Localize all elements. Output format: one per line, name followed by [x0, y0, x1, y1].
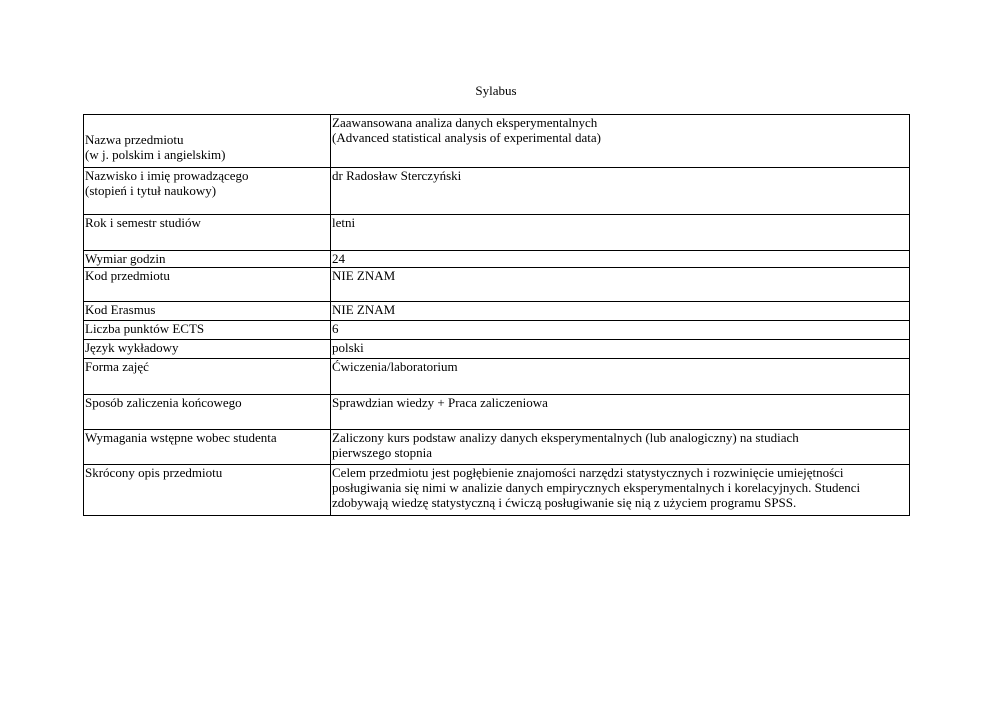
- table-row-forma: [84, 359, 910, 395]
- table-row-jezyk: [84, 340, 910, 359]
- label-cell-rok: [84, 215, 331, 251]
- value-cell-zaliczenie: [331, 395, 910, 430]
- label-opis: Skrócony opis przedmiotu: [85, 465, 223, 480]
- label-cell-ects: [84, 321, 331, 340]
- label-ects: Liczba punktów ECTS: [85, 321, 205, 336]
- label-erasmus: Kod Erasmus: [85, 302, 156, 317]
- value-nazwa-line1: Zaawansowana analiza danych eksperymentalnych: [332, 115, 598, 130]
- value-opis-line1: Celem przedmiotu jest pogłębienie znajomości narzędzi statystycznych i rozwinięcie umiejętności: [332, 465, 844, 480]
- label-cell-wymagania: [84, 430, 331, 465]
- syllabus-table: [83, 114, 910, 516]
- value-cell-kod: [331, 268, 910, 302]
- table-row-kod: [84, 268, 910, 302]
- label-cell-jezyk: [84, 340, 331, 359]
- table-row-wymiar: [84, 251, 910, 268]
- table-row-erasmus: [84, 302, 910, 321]
- label-nazwa-line2: (w j. polskim i angielskim): [85, 147, 226, 162]
- label-jezyk: Język wykładowy: [85, 340, 179, 355]
- value-opis-line3: zdobywają wiedzę statystyczną i ćwiczą posługiwanie się nią z użyciem programu SPSS.: [332, 495, 797, 510]
- label-forma: Forma zajęć: [85, 359, 149, 374]
- table-row-nazwa: [84, 115, 910, 168]
- label-cell-erasmus: [84, 302, 331, 321]
- table-row-opis: [84, 465, 910, 516]
- value-cell-ects: [331, 321, 910, 340]
- label-cell-forma: [84, 359, 331, 395]
- label-zaliczenie: Sposób zaliczenia końcowego: [85, 395, 242, 410]
- table-row-rok: [84, 215, 910, 251]
- label-kod: Kod przedmiotu: [85, 268, 170, 283]
- value-cell-prowadzacy: [331, 168, 910, 215]
- label-cell-zaliczenie: [84, 395, 331, 430]
- value-nazwa-line2: (Advanced statistical analysis of experimental data): [332, 130, 601, 145]
- value-cell-forma: [331, 359, 910, 395]
- value-cell-opis: [331, 465, 910, 516]
- value-zaliczenie: Sprawdzian wiedzy + Praca zaliczeniowa: [332, 395, 548, 410]
- table-row-ects: [84, 321, 910, 340]
- label-prowadzacy-line1: Nazwisko i imię prowadzącego: [85, 168, 249, 183]
- value-cell-jezyk: [331, 340, 910, 359]
- value-erasmus: NIE ZNAM: [332, 302, 396, 317]
- table-row-prowadzacy: [84, 168, 910, 215]
- value-jezyk: polski: [332, 340, 364, 355]
- label-rok: Rok i semestr studiów: [85, 215, 201, 230]
- label-cell-opis: [84, 465, 331, 516]
- label-cell-kod: [84, 268, 331, 302]
- value-ects: 6: [332, 321, 339, 336]
- label-cell-nazwa: [84, 115, 331, 168]
- table-row-zaliczenie: [84, 395, 910, 430]
- value-opis-line2: posługiwania się nimi w analizie danych empirycznych eksperymentalnych i korelacyjnych. Studenci: [332, 480, 861, 495]
- label-nazwa-line1: Nazwa przedmiotu: [85, 132, 184, 147]
- value-wymiar: 24: [332, 251, 345, 266]
- value-forma: Ćwiczenia/laboratorium: [332, 359, 458, 374]
- label-prowadzacy-line2: (stopień i tytuł naukowy): [85, 183, 217, 198]
- document-title: Sylabus: [475, 83, 517, 98]
- value-kod: NIE ZNAM: [332, 268, 396, 283]
- value-cell-wymagania: [331, 430, 910, 465]
- value-rok: letni: [332, 215, 356, 230]
- value-wymagania-line1: Zaliczony kurs podstaw analizy danych eksperymentalnych (lub analogiczny) na studiach: [332, 430, 799, 445]
- value-cell-nazwa: [331, 115, 910, 168]
- value-wymagania-line2: pierwszego stopnia: [332, 445, 433, 460]
- table-row-wymagania: [84, 430, 910, 465]
- label-cell-prowadzacy: [84, 168, 331, 215]
- value-prowadzacy: dr Radosław Sterczyński: [332, 168, 462, 183]
- value-cell-rok: [331, 215, 910, 251]
- label-wymiar: Wymiar godzin: [85, 251, 166, 266]
- value-cell-wymiar: [331, 251, 910, 268]
- value-cell-erasmus: [331, 302, 910, 321]
- label-cell-wymiar: [84, 251, 331, 268]
- label-wymagania: Wymagania wstępne wobec studenta: [85, 430, 277, 445]
